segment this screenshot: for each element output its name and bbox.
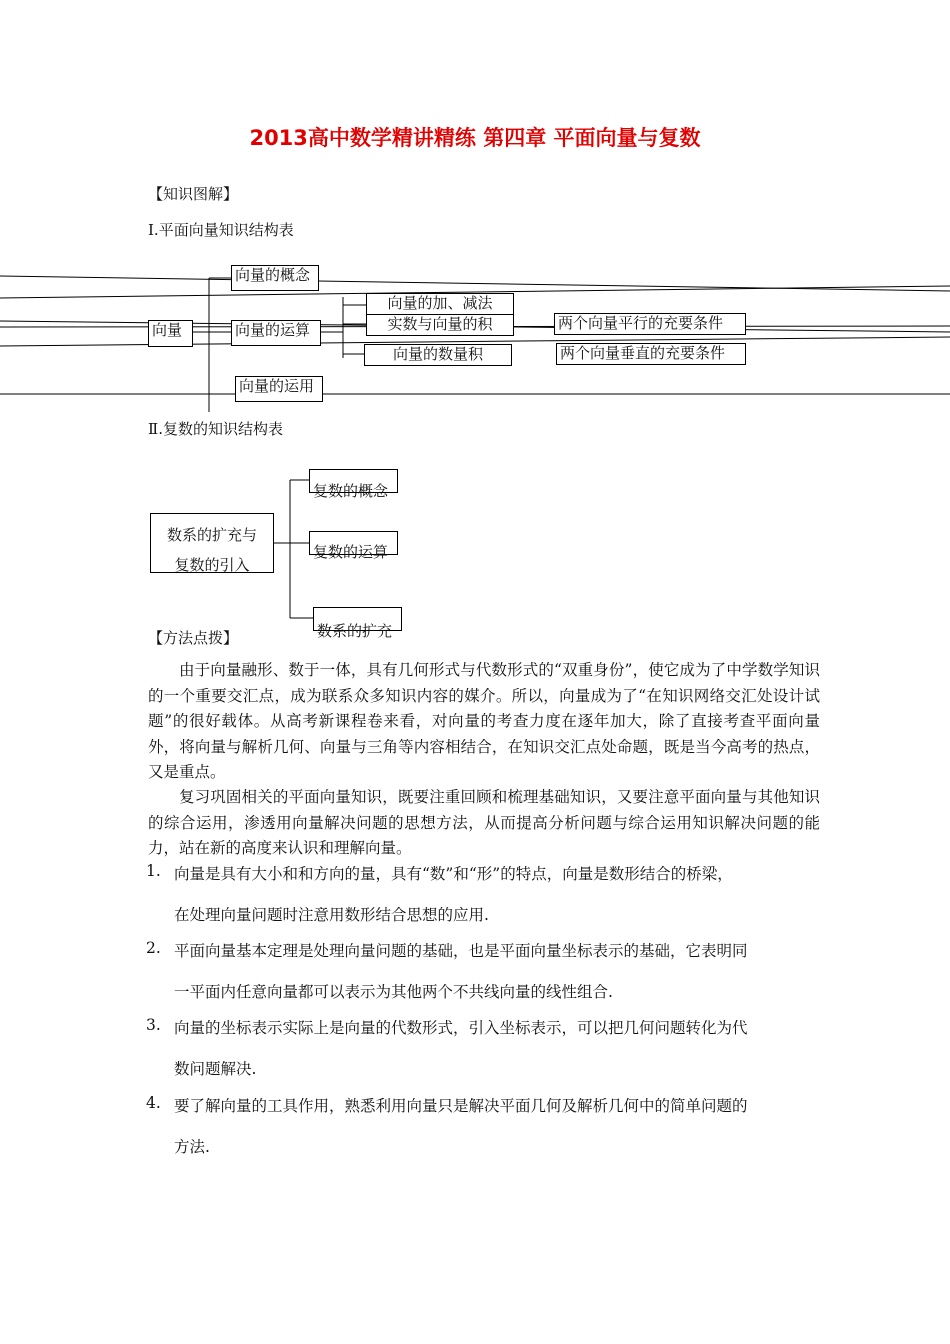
- vector-add-sub-box: [366, 293, 514, 315]
- complex-operation-box: [309, 531, 398, 561]
- complex-extension-label: 数系的扩充: [317, 622, 393, 640]
- list-item-2-line2: 一平面内任意向量都可以表示为其他两个不共线向量的线性组合.: [174, 983, 613, 1001]
- vector-perpendicular-condition-label: 两个向量垂直的充要条件: [560, 344, 726, 362]
- vector-structure-heading: Ⅰ.平面向量知识结构表: [148, 221, 294, 239]
- method-paragraph-2: 复习巩固相关的平面向量知识，既要注重回顾和梳理基础知识，又要注意平面向量与其他知识的综合运用，渗透用向量解决问题的思想方法，从而提高分析问题与综合运用知识解决问题的能力，站在新的高度来认识和理解向量。: [148, 788, 820, 857]
- vector-root-box: [148, 320, 193, 347]
- vector-dot-product-label: 向量的数量积: [392, 345, 483, 363]
- vector-scalar-mult-box: [366, 314, 514, 336]
- vector-parallel-condition-box: [554, 313, 746, 335]
- list-item-2-number: 2.: [146, 939, 161, 957]
- complex-operation-label: 复数的运算: [313, 543, 389, 561]
- list-item-4-number: 4.: [146, 1094, 161, 1112]
- vector-scalar-mult-label: 实数与向量的积: [387, 315, 493, 333]
- vector-application-box: [235, 376, 323, 402]
- complex-root-box: [150, 513, 274, 573]
- method-paragraph-1: 由于向量融形、数于一体，具有几何形式与代数形式的“双重身份”，使它成为了中学数学知识的一个重要交汇点，成为联系众多知识内容的媒介。所以，向量成为了“在知识网络交汇处设计试题”的很好载体。从高考新课程卷来看，对向量的考查力度在逐年加大，除了直接考查平面向量外，将向量与解析几何、向量与三角等内容相结合，在知识交汇点处命题，既是当今高考的热点，又是重点。: [148, 661, 820, 781]
- section-method-heading: 【方法点拨】: [148, 629, 239, 647]
- vector-root-label: 向量: [152, 321, 183, 339]
- list-item-4-line2: 方法.: [174, 1138, 210, 1156]
- list-item-2-line1: 平面向量基本定理是处理向量问题的基础，也是平面向量坐标表示的基础，它表明同: [174, 942, 748, 960]
- list-item-1-number: 1.: [146, 862, 161, 880]
- document-title: 2013高中数学精讲精练 第四章 平面向量与复数: [249, 126, 701, 150]
- complex-concept-label: 复数的概念: [313, 482, 389, 500]
- list-item-1-line2: 在处理向量问题时注意用数形结合思想的应用.: [174, 906, 489, 924]
- complex-structure-heading: Ⅱ.复数的知识结构表: [148, 420, 283, 438]
- list-item-3-line2: 数问题解决.: [174, 1060, 257, 1078]
- list-item-3-line1: 向量的坐标表示实际上是向量的代数形式，引入坐标表示，可以把几何问题转化为代: [174, 1019, 748, 1037]
- complex-extension-box: [313, 607, 402, 640]
- list-item-4-line1: 要了解向量的工具作用，熟悉利用向量只是解决平面几何及解析几何中的简单问题的: [174, 1097, 748, 1115]
- vector-concept-label: 向量的概念: [235, 266, 311, 284]
- complex-concept-box: [309, 469, 398, 500]
- complex-root-label: 数系的扩充与复数的引入: [166, 526, 257, 574]
- vector-add-sub-label: 向量的加、减法: [387, 294, 493, 312]
- section-knowledge-heading: 【知识图解】: [148, 185, 239, 203]
- vector-application-label: 向量的运用: [239, 377, 315, 395]
- vector-operation-label: 向量的运算: [235, 321, 311, 339]
- vector-parallel-condition-label: 两个向量平行的充要条件: [558, 314, 724, 332]
- vector-concept-box: [231, 265, 319, 291]
- vector-dot-product-box: [364, 344, 512, 366]
- vector-operation-box: [231, 320, 321, 346]
- list-item-3-number: 3.: [146, 1016, 161, 1034]
- vector-perpendicular-condition-box: [556, 343, 746, 365]
- list-item-1-line1: 向量是具有大小和和方向的量，具有“数”和“形”的特点，向量是数形结合的桥梁，: [174, 865, 733, 883]
